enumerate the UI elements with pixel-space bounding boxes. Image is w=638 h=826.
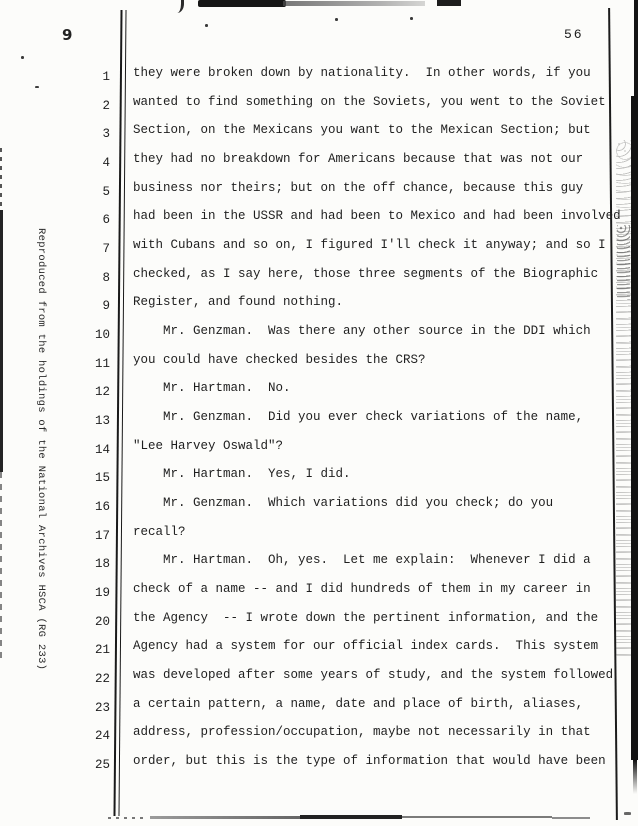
transcript-line: Register, and found nothing. (133, 295, 344, 310)
scan-artifact-top-dash (437, 0, 461, 6)
scan-artifact-squiggle (174, 0, 184, 13)
transcript-line: you could have checked besides the CRS? (133, 352, 426, 367)
transcript-line: Mr. Hartman. No. (133, 381, 291, 396)
scan-speckle (21, 56, 24, 59)
transcript-line: they were broken down by nationality. In other words, if you (133, 66, 591, 80)
line-number: 8 (102, 270, 110, 285)
scan-artifact-bottom-streak (552, 817, 590, 819)
line-number: 21 (94, 643, 110, 658)
transcript-line: the Agency -- I wrote down the pertinent information, and the (133, 610, 599, 625)
transcript-line: Mr. Hartman. Oh, yes. Let me explain: Whenever I did a (133, 553, 591, 568)
line-number: 18 (94, 557, 110, 572)
scan-artifact-bottom-streak (108, 817, 146, 819)
scan-edge-left (0, 210, 3, 472)
line-number: 5 (102, 184, 110, 199)
transcript-line: "Lee Harvey Oswald"? (133, 438, 284, 453)
transcript-line: Mr. Hartman. Yes, I did. (133, 467, 351, 482)
handwritten-exhibit-number: 9 (62, 26, 73, 44)
scan-artifact-bottom-streak (150, 816, 302, 819)
scan-speckle (205, 24, 208, 27)
scan-edge-right (634, 0, 638, 96)
line-number: 16 (94, 500, 110, 515)
transcript-line: recall? (133, 524, 186, 539)
transcript-line: checked, as I say here, those three segments of the Biographic (133, 266, 599, 281)
line-number: 24 (94, 729, 110, 744)
scan-artifact-bottom-streak (300, 815, 402, 819)
transcript-text-column (133, 66, 633, 783)
archives-reproduction-stamp: Reproduced from the holdings of the National Archives HSCA (RG 233) (35, 228, 47, 671)
transcript-line: order, but this is the type of information that would have been (133, 754, 606, 769)
scan-edge-right (631, 96, 638, 760)
line-number: 13 (94, 414, 110, 429)
scan-speckle (624, 812, 631, 815)
scan-noise-band (616, 140, 631, 660)
line-number: 4 (102, 156, 110, 171)
scan-edge-left (0, 148, 2, 212)
scan-speckle (35, 86, 39, 88)
line-number: 25 (94, 758, 110, 773)
line-number: 11 (94, 356, 110, 371)
line-number: 3 (102, 127, 110, 142)
line-number: 2 (102, 98, 110, 113)
line-number: 19 (94, 586, 110, 601)
transcript-line: business nor theirs; but on the off chance, because this guy (133, 180, 584, 195)
scan-speckle (410, 17, 413, 20)
transcript-line: with Cubans and so on, I figured I'll check it anyway; and so I (133, 238, 606, 253)
line-number: 23 (94, 700, 110, 715)
scan-artifact-bottom-streak (402, 816, 552, 818)
scan-noise-patch (617, 225, 630, 300)
transcript-line: address, profession/occupation, maybe not necessarily in that (133, 725, 591, 740)
scan-edge-left (0, 472, 2, 662)
line-number: 9 (102, 299, 110, 314)
transcript-line: Mr. Genzman. Did you ever check variations of the name, (133, 410, 584, 425)
line-number: 7 (102, 242, 110, 257)
scan-artifact-top-streak-dark (198, 0, 286, 7)
transcript-line: wanted to find something on the Soviets, you went to the Soviet (133, 94, 606, 109)
line-number: 12 (94, 385, 110, 400)
page-number: 56 (564, 27, 584, 42)
line-number: 15 (94, 471, 110, 486)
transcript-line: Section, on the Mexicans you want to the Mexican Section; but (133, 123, 591, 138)
transcript-line: check of a name -- and I did hundreds of them in my career in (133, 582, 591, 597)
line-number: 6 (102, 213, 110, 228)
transcript-line: they had no breakdown for Americans because that was not our (133, 152, 584, 167)
transcript-line: a certain pattern, a name, date and place of birth, aliases, (133, 696, 584, 711)
transcript-line: Agency had a system for our official index cards. This system (133, 639, 599, 654)
scan-speckle (335, 18, 338, 21)
line-number: 22 (94, 672, 110, 687)
line-number: 1 (102, 70, 110, 84)
transcript-line: had been in the USSR and had been to Mexico and had been involved (133, 209, 621, 224)
line-number: 20 (94, 614, 110, 629)
line-number: 14 (94, 442, 110, 457)
margin-rule-left (109, 10, 126, 816)
transcript-line: Mr. Genzman. Which variations did you check; do you (133, 496, 554, 511)
scan-artifact-top-streak-gray (283, 1, 425, 6)
scan-edge-right (633, 760, 637, 794)
line-number: 17 (94, 528, 110, 543)
line-number: 10 (94, 328, 110, 343)
line-number-column (84, 70, 110, 787)
transcript-line: Mr. Genzman. Was there any other source in the DDI which (133, 324, 591, 339)
transcript-line: was developed after some years of study, and the system followed (133, 668, 614, 683)
